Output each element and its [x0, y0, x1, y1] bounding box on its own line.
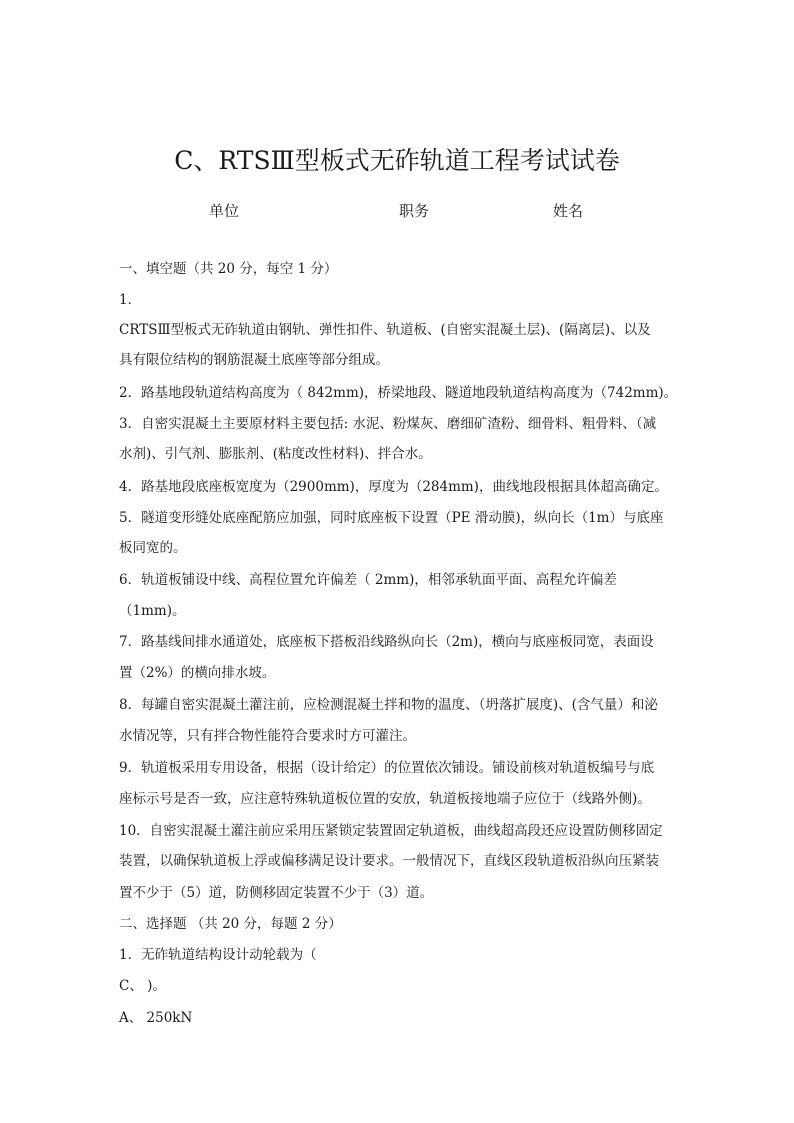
- text-line: 1．: [119, 292, 142, 308]
- text-line: 7．路基线间排水通道处，底座板下搭板沿线路纵向长（2m)，横向与底座板同宽，表面设: [119, 634, 654, 650]
- text-line: （1mm)。: [119, 603, 186, 619]
- text-line: 置不少于（5）道，防侧移固定装置不少于（3）道。: [119, 885, 434, 901]
- section-heading-multiple-choice: 二、选择题 （共 20 分，每题 2 分）: [119, 916, 342, 932]
- section-heading-fill-blank: 一、填空题（共 20 分，每空 1 分）: [119, 261, 338, 277]
- unit-label: 单位: [209, 202, 240, 220]
- text-line: 8．每罐自密实混凝土灌注前，应检测混凝土拌和物的温度、（坍落扩展度)、(含气量）和泌: [119, 697, 658, 713]
- text-line: 4．路基地段底座板宽度为（2900mm)，厚度为（284mm)，曲线地段根据具体超高确定。: [119, 479, 668, 495]
- text-line: 3．自密实混凝土主要原材料主要包括: 水泥、粉煤灰、磨细矿渣粉、细骨料、粗骨料、（减: [119, 416, 657, 432]
- text-line: 10．自密实混凝土灌注前应采用压紧锁定装置固定轨道板，曲线超高段还应设置防侧移固定: [119, 823, 663, 839]
- text-line: 板同宽的。: [119, 540, 187, 556]
- question-line: 1．无砟轨道结构设计动轮载为（: [119, 947, 317, 963]
- text-line: 6．轨道板铺设中线、高程位置允许偏差（ 2mm)，相邻承轨面平面、高程允许偏差: [119, 572, 617, 588]
- job-label: 职务: [399, 202, 430, 220]
- text-line: 2．路基地段轨道结构高度为（ 842mm)，桥梁地段、隧道地段轨道结构高度为（742mm)。: [119, 385, 678, 401]
- option-line: A、 250kN: [119, 1010, 193, 1026]
- text-line: 水剂)、引气剂、膨胀剂、(粘度改性材料)、拌合水。: [119, 446, 432, 462]
- name-label: 姓名: [553, 202, 584, 220]
- text-line: 水情况等，只有拌合物性能符合要求时方可灌注。: [119, 728, 416, 744]
- answer-line: C、 )。: [119, 978, 166, 994]
- text-line: 具有限位结构的钢筋混凝土底座等部分组成。: [119, 352, 389, 368]
- text-line: 9．轨道板采用专用设备，根据（设计给定）的位置依次铺设。铺设前核对轨道板编号与底: [119, 760, 655, 776]
- text-line: 装置，以确保轨道板上浮或偏移满足设计要求。一般情况下，直线区段轨道板沿纵向压紧装: [119, 853, 659, 869]
- text-line: 座标示号是否一致，应注意特殊轨道板位置的安放，轨道板接地端子应位于（线路外侧)。: [119, 791, 651, 807]
- text-line: 置（2%）的横向排水坡。: [119, 665, 276, 681]
- text-line: 5．隧道变形缝处底座配筋应加强，同时底座板下设置（PE 滑动膜)，纵向长（1m）与底座: [119, 510, 664, 526]
- page-title: C、RTSⅢ型板式无砟轨道工程考试试卷: [174, 146, 620, 175]
- text-line: CRTSⅢ型板式无砟轨道由钢轨、弹性扣件、轨道板、(自密实混凝土层)、(隔离层)、以及: [119, 322, 651, 338]
